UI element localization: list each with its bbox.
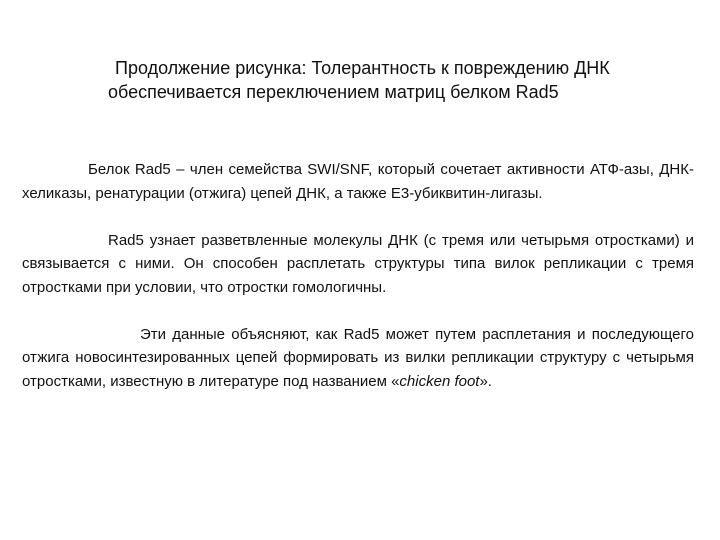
title-line-2: обеспечивается переключением матриц белком Rad5: [108, 82, 559, 102]
slide-body: [22, 158, 694, 417]
p3-text-after: ».: [479, 372, 492, 390]
p3-text-before: Эти данные объясняют, как Rad5 может путем расплетания и последующего отжига новосинтезированных цепей формировать из вилки репликации структуру с четырьмя отростками, известную в литературе под названием «: [22, 325, 694, 390]
slide-title: [108, 56, 688, 104]
p3-italic-term: chicken foot: [399, 372, 480, 390]
title-line-1: Продолжение рисунка: Толерантность к повреждению ДНК: [115, 58, 610, 78]
paragraph-rad5-family: Белок Rad5 – член семейства SWI/SNF, который сочетает активности АТФ-азы, ДНК-хеликазы, ренатурации (отжига) цепей ДНК, а также Е3-убиквитин-лигазы.: [22, 161, 694, 202]
paragraph-rad5-binding: Rad5 узнает разветвленные молекулы ДНК (с тремя или четырьмя отростками) и связывается с ними. Он способен расплетать структуры типа вилок репликации с тремя отростками при условии, что отростки гомологичны.: [22, 231, 694, 296]
paragraph-chicken-foot: [22, 323, 694, 394]
